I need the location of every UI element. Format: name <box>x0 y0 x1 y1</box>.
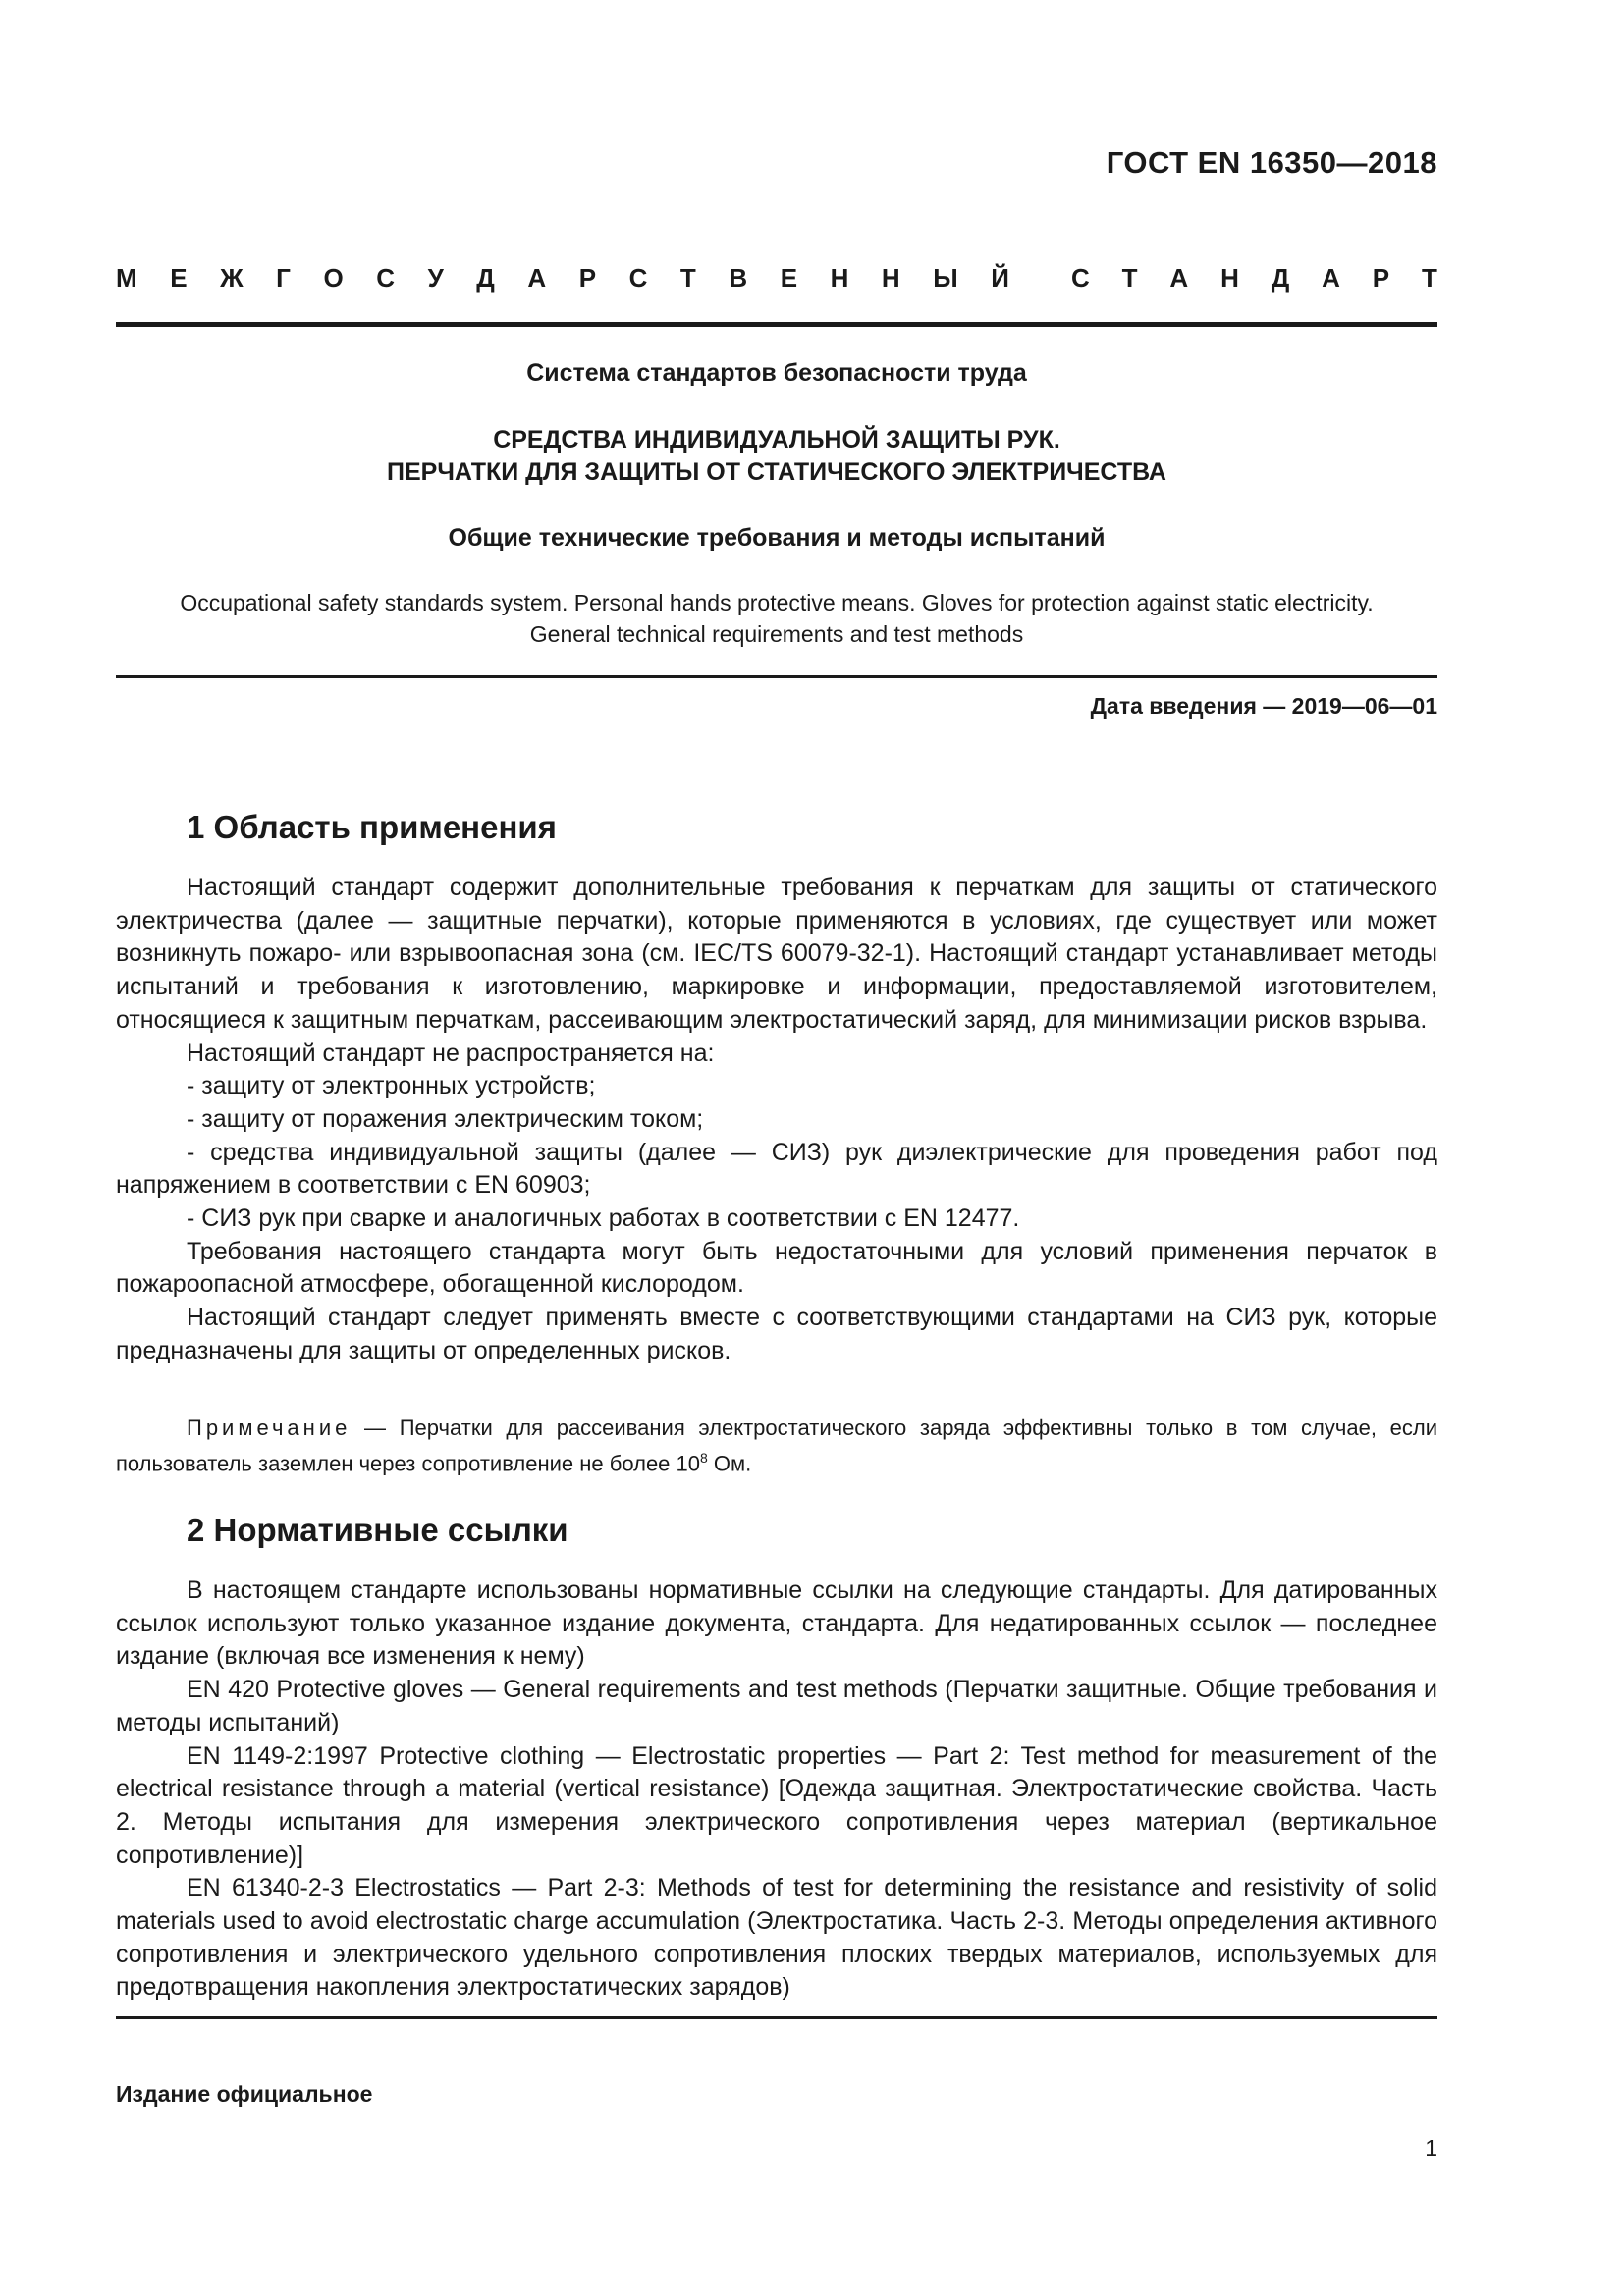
banner-letter: Т <box>1422 263 1437 293</box>
title-line-1: СРЕДСТВА ИНДИВИДУАЛЬНОЙ ЗАЩИТЫ РУК. <box>493 426 1060 454</box>
banner-letter: Т <box>1121 263 1138 293</box>
header-rule <box>116 322 1437 327</box>
banner-letter: Й <box>991 263 1009 293</box>
document-title <box>116 424 1437 489</box>
paragraph: Требования настоящего стандарта могут быть недостаточными для условий применения перчаток в пожароопасной атмосфере, обогащенной кислородом. <box>116 1237 1437 1299</box>
section-2-heading: 2 Нормативные ссылки <box>187 1512 568 1548</box>
banner-letter: Д <box>1271 263 1290 293</box>
banner-letter: С <box>376 263 396 293</box>
list-item: - защиту от поражения электрическим током; <box>187 1104 704 1133</box>
banner-letter: Ы <box>933 263 958 293</box>
footer-rule <box>116 2016 1437 2019</box>
note-tail: Ом. <box>707 1451 752 1476</box>
section-1-body <box>116 872 1437 1368</box>
edition-label: Издание официальное <box>116 2081 373 2107</box>
note-text: — Перчатки для рассеивания электростатического заряда эффективны только в том случае, если пользователь заземлен через сопротивление не более 10 <box>116 1415 1437 1476</box>
english-title <box>116 587 1437 650</box>
banner-letter: М <box>116 263 137 293</box>
introduction-date: Дата введения — 2019—06—01 <box>1090 693 1437 719</box>
banner-letter: Ж <box>220 263 244 293</box>
title-rule <box>116 675 1437 678</box>
banner-letter: А <box>1169 263 1189 293</box>
banner-letter: Р <box>578 263 597 293</box>
banner-letter: А <box>527 263 547 293</box>
banner-letter: Н <box>830 263 849 293</box>
banner-letter: Д <box>476 263 495 293</box>
list-item: - защиту от электронных устройств; <box>187 1072 596 1100</box>
banner-letter: Н <box>1220 263 1239 293</box>
interstate-word <box>116 263 1009 298</box>
paragraph: Настоящий стандарт следует применять вместе с соответствующими стандартами на СИЗ рук, которые предназначены для защиты от определенных рисков. <box>116 1304 1437 1364</box>
document-code: ГОСТ EN 16350—2018 <box>1106 145 1437 180</box>
banner-letter: А <box>1322 263 1340 293</box>
banner-letter: Е <box>780 263 798 293</box>
reference-item: EN 1149-2:1997 Protective clothing — Electrostatic properties — Part 2: Test method for measurement of the electrical resistance through a material (vertical resistance) [Одежда защитная. Электростатические свойства. Часть 2. Методы испытания для измерения электрического сопротивления через материал (вертикальное сопротивление)] <box>116 1741 1437 1869</box>
paragraph: Настоящий стандарт не распространяется на: <box>187 1039 715 1067</box>
page-number: 1 <box>1425 2135 1437 2161</box>
interstate-standard-banner <box>116 263 1437 298</box>
note-exponent: 8 <box>700 1450 708 1466</box>
english-title-line-1: Occupational safety standards system. Personal hands protective means. Gloves for protection against static electricity. <box>180 590 1374 615</box>
note-label: Примечание <box>187 1415 352 1440</box>
document-subtitle: Общие технические требования и методы испытаний <box>448 524 1106 552</box>
banner-letter: Р <box>1372 263 1390 293</box>
banner-letter: С <box>628 263 648 293</box>
banner-letter: У <box>427 263 444 293</box>
banner-letter: В <box>729 263 748 293</box>
english-title-line-2: General technical requirements and test methods <box>529 621 1024 647</box>
banner-letter: О <box>323 263 344 293</box>
reference-item: EN 61340-2-3 Electrostatics — Part 2-3: Methods of test for determining the resistance and resistivity of solid materials used to avoid electrostatic charge accumulation (Электростатика. Часть 2-3. Методы определения активного сопротивления и электрического удельного сопротивления плоских твердых материалов, используемых для предотвращения накопления электростатических зарядов) <box>116 1874 1437 2002</box>
standard-word <box>1071 263 1437 298</box>
list-item: - СИЗ рук при сварке и аналогичных работах в соответствии с EN 12477. <box>187 1204 1020 1233</box>
paragraph: В настоящем стандарте использованы нормативные ссылки на следующие стандарты. Для датированных ссылок используют только указанное издание документа, стандарта. Для недатированных ссылок — последнее издание (включая все изменения к нему) <box>116 1576 1437 1671</box>
list-item: - средства индивидуальной защиты (далее — СИЗ) рук диэлектрические для проведения работ под напряжением в соответствии с EN 60903; <box>116 1138 1437 1200</box>
section-1-heading: 1 Область применения <box>187 809 557 845</box>
banner-letter: Г <box>276 263 291 293</box>
banner-letter: С <box>1071 263 1090 293</box>
banner-letter: Н <box>881 263 900 293</box>
banner-letter: Т <box>679 263 696 293</box>
banner-letter: Е <box>170 263 188 293</box>
section-2-body <box>116 1575 1437 2004</box>
paragraph: Настоящий стандарт содержит дополнительные требования к перчаткам для защиты от статического электричества (далее — защитные перчатки), которые применяются в условиях, где существует или может возникнуть пожаро- или взрывоопасная зона (см. IEC/TS 60079-32-1). Настоящий стандарт устанавливает методы испытаний и требования к изготовлению, маркировке и информации, предоставляемой изготовителем, относящиеся к защитным перчаткам, рассеивающим электростатический заряд, для минимизации рисков взрыва. <box>116 874 1437 1034</box>
title-line-2: ПЕРЧАТКИ ДЛЯ ЗАЩИТЫ ОТ СТАТИЧЕСКОГО ЭЛЕКТРИЧЕСТВА <box>387 458 1166 486</box>
reference-item: EN 420 Protective gloves — General requirements and test methods (Перчатки защитные. Общие требования и методы испытаний) <box>116 1676 1437 1736</box>
system-title: Система стандартов безопасности труда <box>526 359 1027 387</box>
section-1-note <box>116 1414 1437 1478</box>
